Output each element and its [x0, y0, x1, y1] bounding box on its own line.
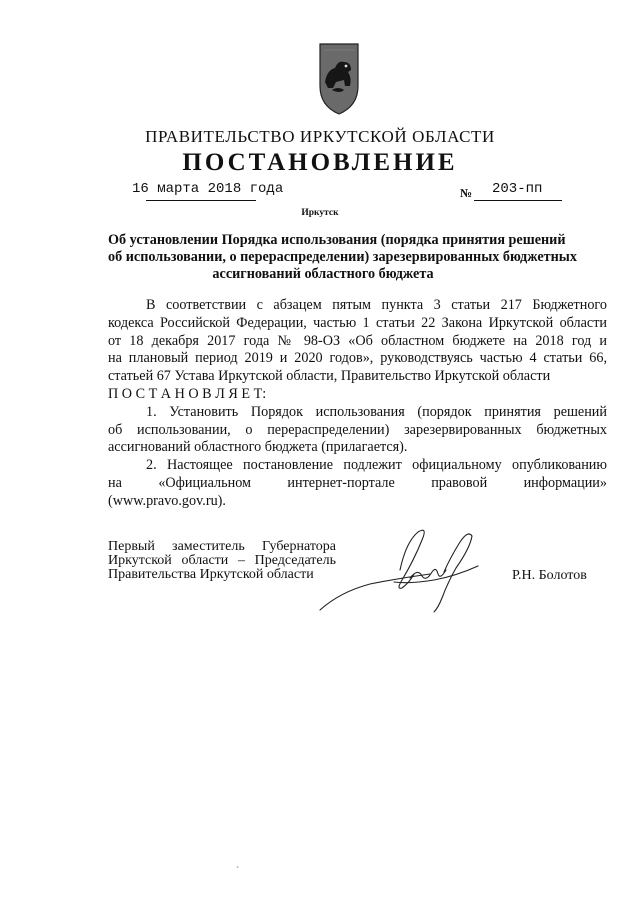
body-line: об использовании, о перераспределении) зарезервированных бюджетных: [108, 421, 607, 438]
city: Иркутск: [301, 208, 339, 218]
document-date: 16 марта 2018 года: [132, 181, 284, 197]
position-line: Иркутской области – Председатель: [108, 553, 336, 568]
title-line: об использовании, о перераспределении) зарезервированных бюджетных: [108, 249, 577, 265]
coat-of-arms-icon: [318, 42, 360, 116]
number-label: №: [460, 186, 473, 200]
position-line: Правительства Иркутской области: [108, 567, 314, 582]
date-underline: [146, 200, 256, 201]
body-line: ассигнований областного бюджета (прилагается).: [108, 439, 408, 456]
body-line: кодекса Российской Федерации, частью 1 статьи 22 Закона Иркутской области: [108, 314, 607, 331]
body-line: на плановый период 2019 и 2020 годов», руководствуясь частью 4 статьи 66,: [108, 350, 607, 367]
signatory-name: Р.Н. Болотов: [512, 568, 587, 583]
number-underline: [474, 200, 562, 201]
title-line: Об установлении Порядка использования (порядка принятия решений: [108, 232, 566, 248]
page-mark: `: [236, 866, 240, 877]
document-title: [108, 232, 577, 283]
resolution-keyword: П О С Т А Н О В Л Я Е Т:: [108, 385, 267, 402]
title-line: ассигнований областного бюджета: [212, 266, 434, 282]
government-name: ПРАВИТЕЛЬСТВО ИРКУТСКОЙ ОБЛАСТИ: [145, 127, 495, 146]
document-kind: ПОСТАНОВЛЕНИЕ: [182, 149, 458, 176]
body-line: В соответствии с абзацем пятым пункта 3 статьи 217 Бюджетного: [146, 297, 607, 313]
signatory-position: [108, 540, 336, 582]
document-number: 203-пп: [492, 181, 543, 197]
position-line: Первый заместитель Губернатора: [108, 539, 336, 554]
body-line: 2. Настоящее постановление подлежит официальному опубликованию: [146, 457, 607, 474]
handwritten-signature-icon: [310, 522, 500, 622]
body-line: статьей 67 Устава Иркутской области, Правительство Иркутской области: [108, 368, 551, 385]
body-line: 1. Установить Порядок использования (порядок принятия решений: [146, 403, 607, 420]
body-line: (www.pravo.gov.ru).: [108, 492, 226, 509]
document-body: [108, 297, 607, 511]
body-line: от 18 декабря 2017 года № 98-ОЗ «Об областном бюджете на 2018 год и: [108, 332, 607, 349]
body-line: на «Официальном интернет-портале правовой информации»: [108, 474, 607, 491]
